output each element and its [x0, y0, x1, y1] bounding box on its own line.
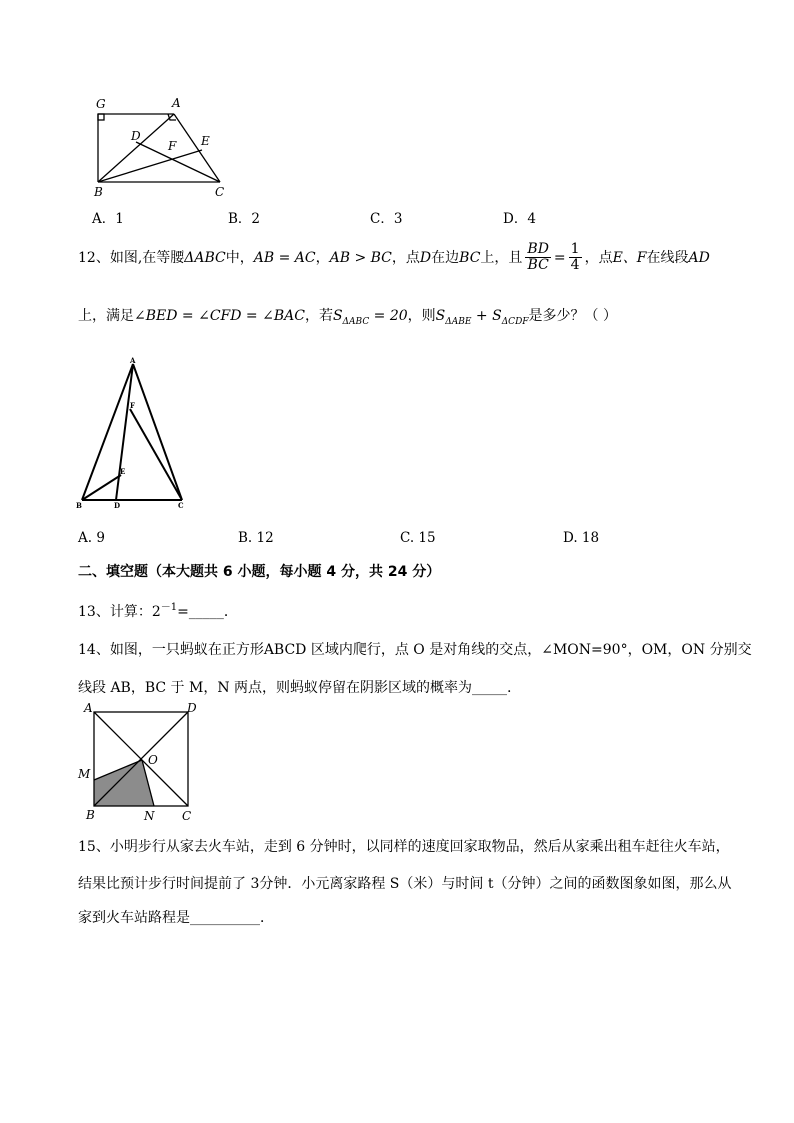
q12-text: 12、如图,在等腰: [78, 249, 185, 266]
area-symbol: S: [435, 308, 446, 324]
q12-angles: ∠BED = ∠CFD = ∠BAC: [134, 308, 305, 324]
q13-line: [78, 598, 238, 621]
q12-line1: [78, 242, 710, 274]
q12-eq1: AB = AC: [253, 249, 316, 266]
q12-text: 中，: [225, 249, 254, 266]
label-A: A: [84, 701, 93, 715]
label-C: C: [178, 501, 184, 510]
q12-line2: [78, 305, 617, 327]
section-heading: 二、填空题（本大题共 6 小题，每小题 4 分，共 24 分）: [78, 564, 441, 580]
label-B: B: [94, 185, 103, 199]
q11-option-a: A．1: [92, 211, 124, 227]
q15-line1: 15、小明步行从家去火车站，走到 6 分钟时，以同样的速度回家取物品，然后从家乘出租车赶往火车站，: [78, 839, 730, 855]
q12-text: 在线段: [646, 249, 689, 266]
label-D: D: [131, 129, 141, 143]
label-N: N: [144, 809, 155, 822]
q12-option-b: B. 12: [238, 530, 274, 546]
label-D: D: [187, 701, 197, 715]
label-E: E: [120, 467, 126, 476]
q12-text: ，则: [407, 308, 436, 324]
q12-eq: =: [553, 249, 566, 266]
q11-option-b: B．2: [228, 211, 261, 227]
area-subscript: ΔCDF: [501, 317, 529, 327]
q11-figure: [88, 94, 238, 202]
label-A: A: [172, 96, 181, 110]
label-E: E: [201, 134, 210, 148]
q12-fraction-quarter: [569, 242, 582, 274]
q15-line2: 结果比预计步行时间提前了 3分钟．小元离家路程 S（米）与时间 t（分钟）之间的函数图象如图，那么从: [78, 876, 732, 892]
q12-points-ef: E、F: [612, 249, 647, 266]
q12-text: 在边: [431, 249, 460, 266]
frac-den: BC: [527, 257, 549, 274]
label-B: B: [86, 808, 95, 822]
label-C: C: [182, 809, 192, 822]
q14-line1: 14、如图，一只蚂蚁在正方形ABCD 区域内爬行，点 O 是对角线的交点，∠MON=90°，OM，ON 分别交: [78, 642, 752, 658]
q12-figure: [74, 352, 194, 514]
label-F: F: [168, 139, 177, 153]
q12-text: 上，且: [480, 249, 523, 266]
frac-num: BD: [527, 241, 549, 257]
q12-text: 是多少？（ ）: [528, 308, 617, 324]
area-symbol: S: [332, 308, 343, 324]
label-B: B: [76, 501, 82, 510]
q13-exponent: －1: [160, 602, 178, 613]
q12-fraction-bd-bc: [525, 242, 551, 274]
label-C: C: [215, 185, 225, 199]
area-symbol: S: [492, 308, 502, 324]
q12-eq20: = 20: [369, 308, 408, 324]
q12-option-d: D. 18: [563, 530, 600, 546]
q14-line2: 线段 AB，BC 于 M，N 两点，则蚂蚁停留在阴影区域的概率为_____.: [78, 680, 512, 696]
area-subscript: ΔABC: [342, 317, 370, 327]
q12-option-a: A. 9: [78, 530, 105, 546]
q12-ineq: AB > BC: [329, 249, 392, 266]
area-subscript: ΔABE: [445, 317, 472, 327]
q11-option-d: D．4: [503, 211, 536, 227]
label-G: G: [96, 97, 106, 111]
label-M: M: [78, 767, 91, 781]
q14-figure: [74, 700, 204, 822]
q13-answer-blank: =_____．: [177, 604, 238, 620]
q12-plus: +: [471, 308, 493, 324]
label-O: O: [148, 753, 158, 767]
q12-text: ，点: [584, 249, 613, 266]
q12-text: ，点: [391, 249, 420, 266]
q12-ad: AD: [688, 249, 710, 266]
q12-triangle: ΔABC: [184, 249, 226, 266]
q11-option-c: C．3: [370, 211, 403, 227]
frac-den: 4: [570, 257, 580, 274]
q13-text: 13、计算：2: [78, 604, 161, 620]
q12-option-c: C. 15: [400, 530, 436, 546]
q12-point-d: D: [419, 249, 432, 266]
label-A: A: [130, 356, 136, 365]
q12-bc: BC: [459, 249, 481, 266]
q12-text: ，若: [304, 308, 333, 324]
q12-text: ，: [315, 249, 330, 266]
q12-text: 上，满足: [78, 308, 134, 324]
label-F: F: [130, 401, 135, 410]
label-D: D: [114, 501, 121, 510]
frac-num: 1: [570, 241, 580, 257]
q15-line3: 家到火车站路程是__________．: [78, 910, 274, 926]
